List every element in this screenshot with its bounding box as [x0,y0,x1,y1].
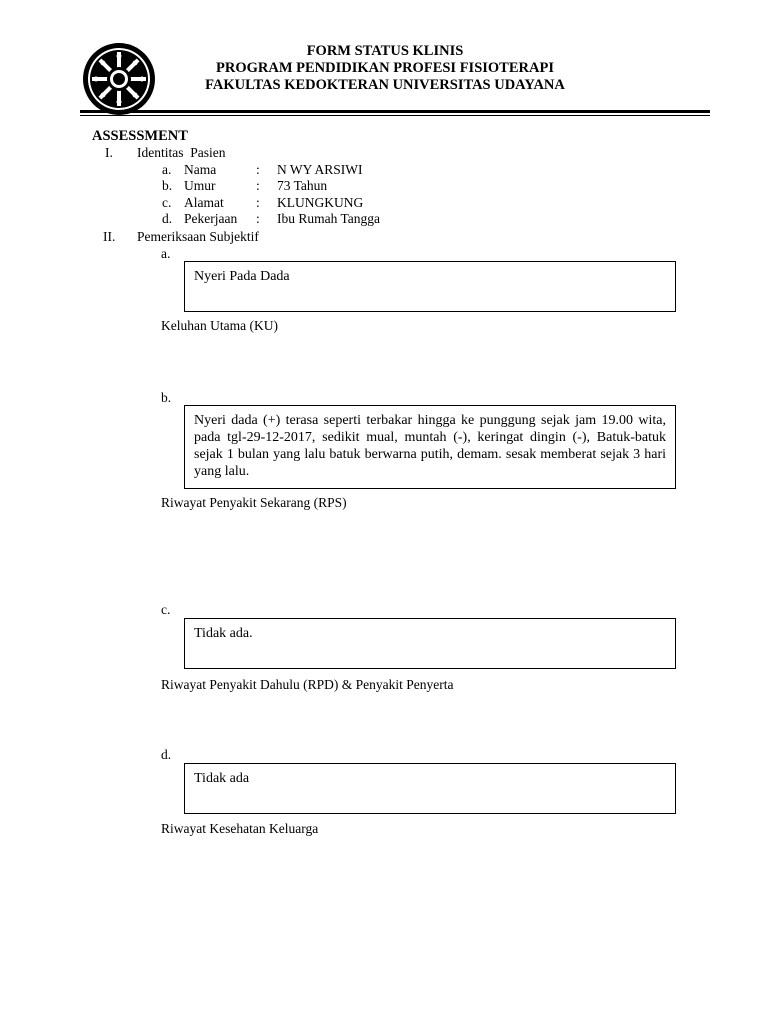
header-line-2: PROGRAM PENDIDIKAN PROFESI FISIOTERAPI [216,60,554,76]
section-title: ASSESSMENT [92,128,188,144]
past-illness-box: Tidak ada. [184,618,676,669]
item-caption: Riwayat Kesehatan Keluarga [161,821,319,836]
header-line-3: FAKULTAS KEDOKTERAN UNIVERSITAS UDAYANA [205,77,565,93]
item-letter: c. [161,602,171,617]
present-illness-box: Nyeri dada (+) terasa seperti terbakar hingga ke punggung sejak jam 19.00 wita, pada tgl-29-12-2017, sedikit mual, muntah (-), keringat dingin (-), Batuk-batuk sejak 1 bulan yang lalu batuk berwarna putih, demam. sesak memberat sejak 3 hari yang lalu. [184,405,676,489]
item-letter: b. [161,390,172,405]
field-value: 73 Tahun [277,178,328,193]
identity-title: Identitas Pasien [137,145,226,160]
item-caption: Keluhan Utama (KU) [161,318,278,333]
chief-complaint-box: Nyeri Pada Dada [184,261,676,312]
field-value: KLUNGKUNG [277,195,364,210]
item-letter: a. [161,246,171,261]
subjective-title: Pemeriksaan Subjektif [137,229,259,244]
field-label: Alamat [184,195,224,210]
field-label: Umur [184,178,216,193]
field-value: Ibu Rumah Tangga [277,211,381,226]
field-value: N WY ARSIWI [277,162,363,177]
header-rule-thin [80,115,710,116]
subjective-numeral: II. [103,229,116,244]
item-caption: Riwayat Penyakit Sekarang (RPS) [161,495,347,510]
field-label: Nama [184,162,217,177]
header-line-1: FORM STATUS KLINIS [306,43,464,59]
header-rule-thick [80,110,710,113]
university-seal-icon [82,42,156,116]
family-history-box: Tidak ada [184,763,676,814]
item-caption: Riwayat Penyakit Dahulu (RPD) & Penyakit Penyerta [161,677,454,692]
item-letter: d. [161,747,172,762]
identity-numeral: I. [105,145,113,160]
field-label: Pekerjaan [184,211,238,226]
